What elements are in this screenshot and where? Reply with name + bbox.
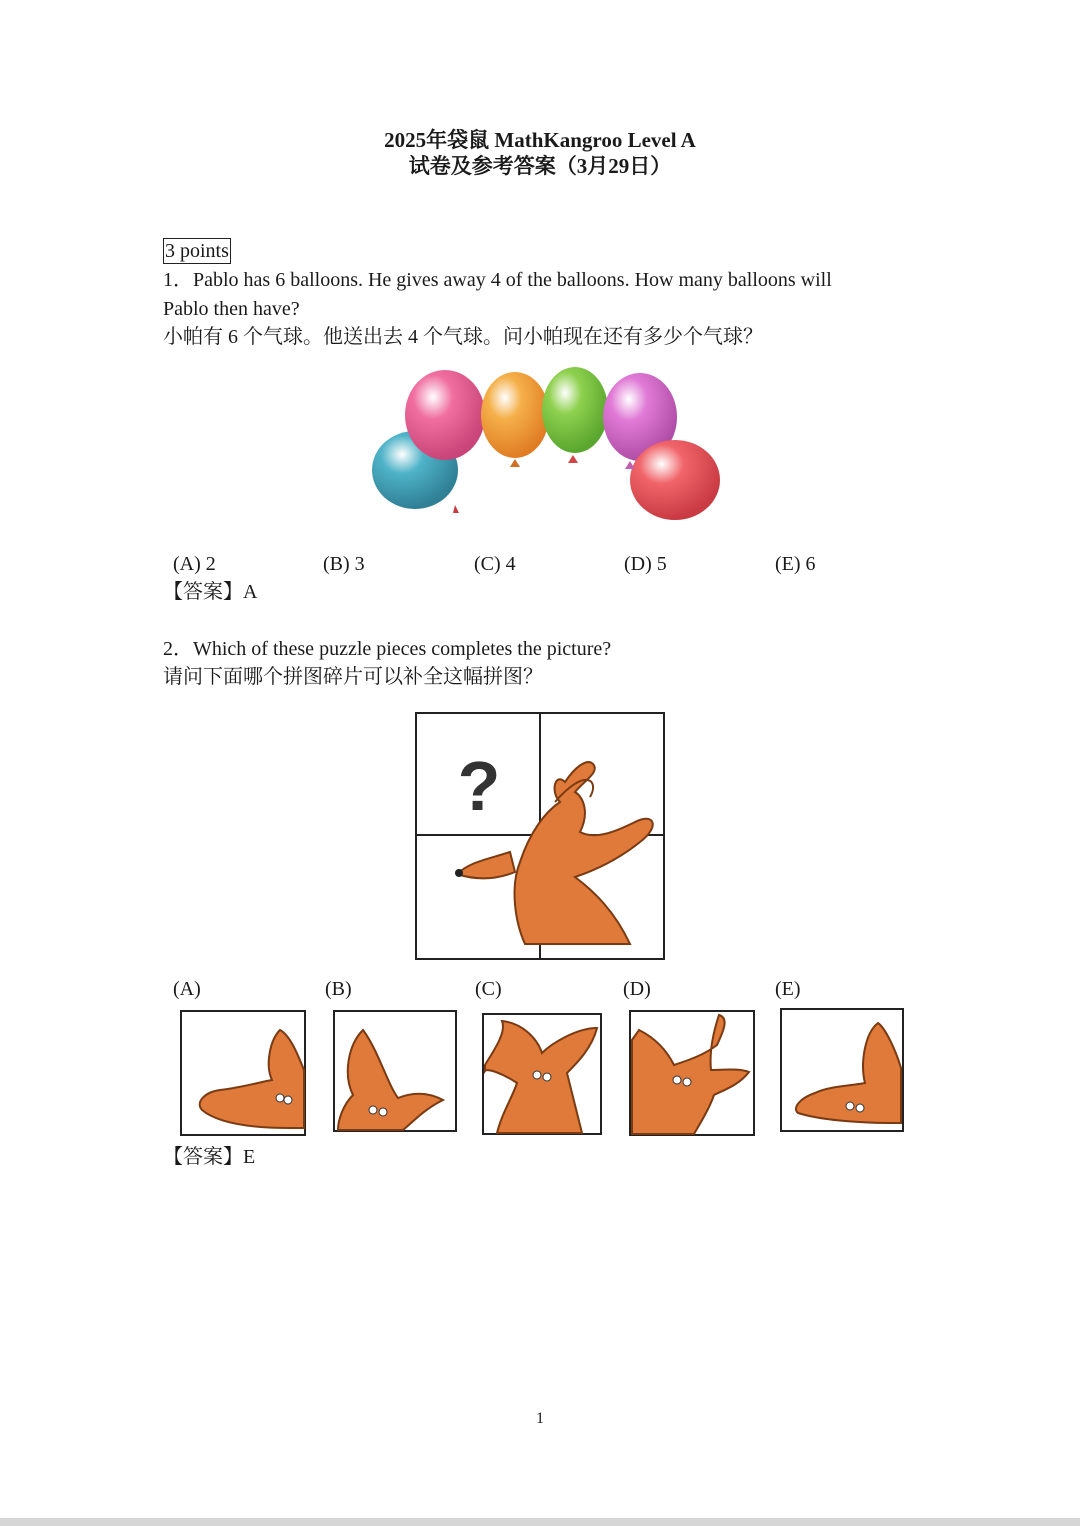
q2-text-en: 2．Which of these puzzle pieces completes the picture? xyxy=(163,638,612,660)
q1-option-c: (C) 4 xyxy=(474,553,516,575)
page-bottom-border xyxy=(0,1518,1080,1526)
q1-answer: 【答案】A xyxy=(163,581,258,603)
document-title-line1: 2025年袋鼠 MathKangroo Level A xyxy=(384,128,696,152)
q1-option-e: (E) 6 xyxy=(775,553,816,575)
q2-option-a-label: (A) xyxy=(173,978,201,1000)
q2-option-e-label: (E) xyxy=(775,978,801,1000)
q1-option-b: (B) 3 xyxy=(323,553,365,575)
q2-piece-d xyxy=(629,1010,755,1136)
q1-option-a: (A) 2 xyxy=(173,553,216,575)
document-title-line2: 试卷及参考答案（3月29日） xyxy=(408,154,672,178)
page-number: 1 xyxy=(536,1410,544,1427)
puzzle-grid xyxy=(415,712,665,960)
question-mark-icon: ? xyxy=(457,747,501,825)
q2-option-d-label: (D) xyxy=(623,978,651,1000)
points-label: 3 points xyxy=(165,240,229,262)
q2-piece-e xyxy=(780,1008,904,1132)
q2-option-c-label: (C) xyxy=(475,978,502,1000)
q1-text-zh: 小帕有 6 个气球。他送出去 4 个气球。问小帕现在还有多少个气球？ xyxy=(163,326,763,348)
q2-answer: 【答案】E xyxy=(163,1146,256,1168)
balloons-illustration xyxy=(360,365,730,525)
q2-piece-c xyxy=(482,1013,602,1135)
q2-option-b-label: (B) xyxy=(325,978,352,1000)
balloon-green xyxy=(542,367,608,453)
q2-piece-b xyxy=(333,1010,457,1134)
balloon-red xyxy=(630,440,720,520)
q1-text-en-line2: Pablo then have? xyxy=(163,298,300,320)
q2-text-zh: 请问下面哪个拼图碎片可以补全这幅拼图？ xyxy=(163,666,543,688)
q1-option-d: (D) 5 xyxy=(624,553,667,575)
q1-text-en-line1: 1．Pablo has 6 balloons. He gives away 4 of the balloons. How many balloons will xyxy=(163,269,832,291)
balloon-orange xyxy=(481,372,549,458)
balloon-pink xyxy=(405,370,485,460)
q2-piece-a xyxy=(180,1010,306,1136)
